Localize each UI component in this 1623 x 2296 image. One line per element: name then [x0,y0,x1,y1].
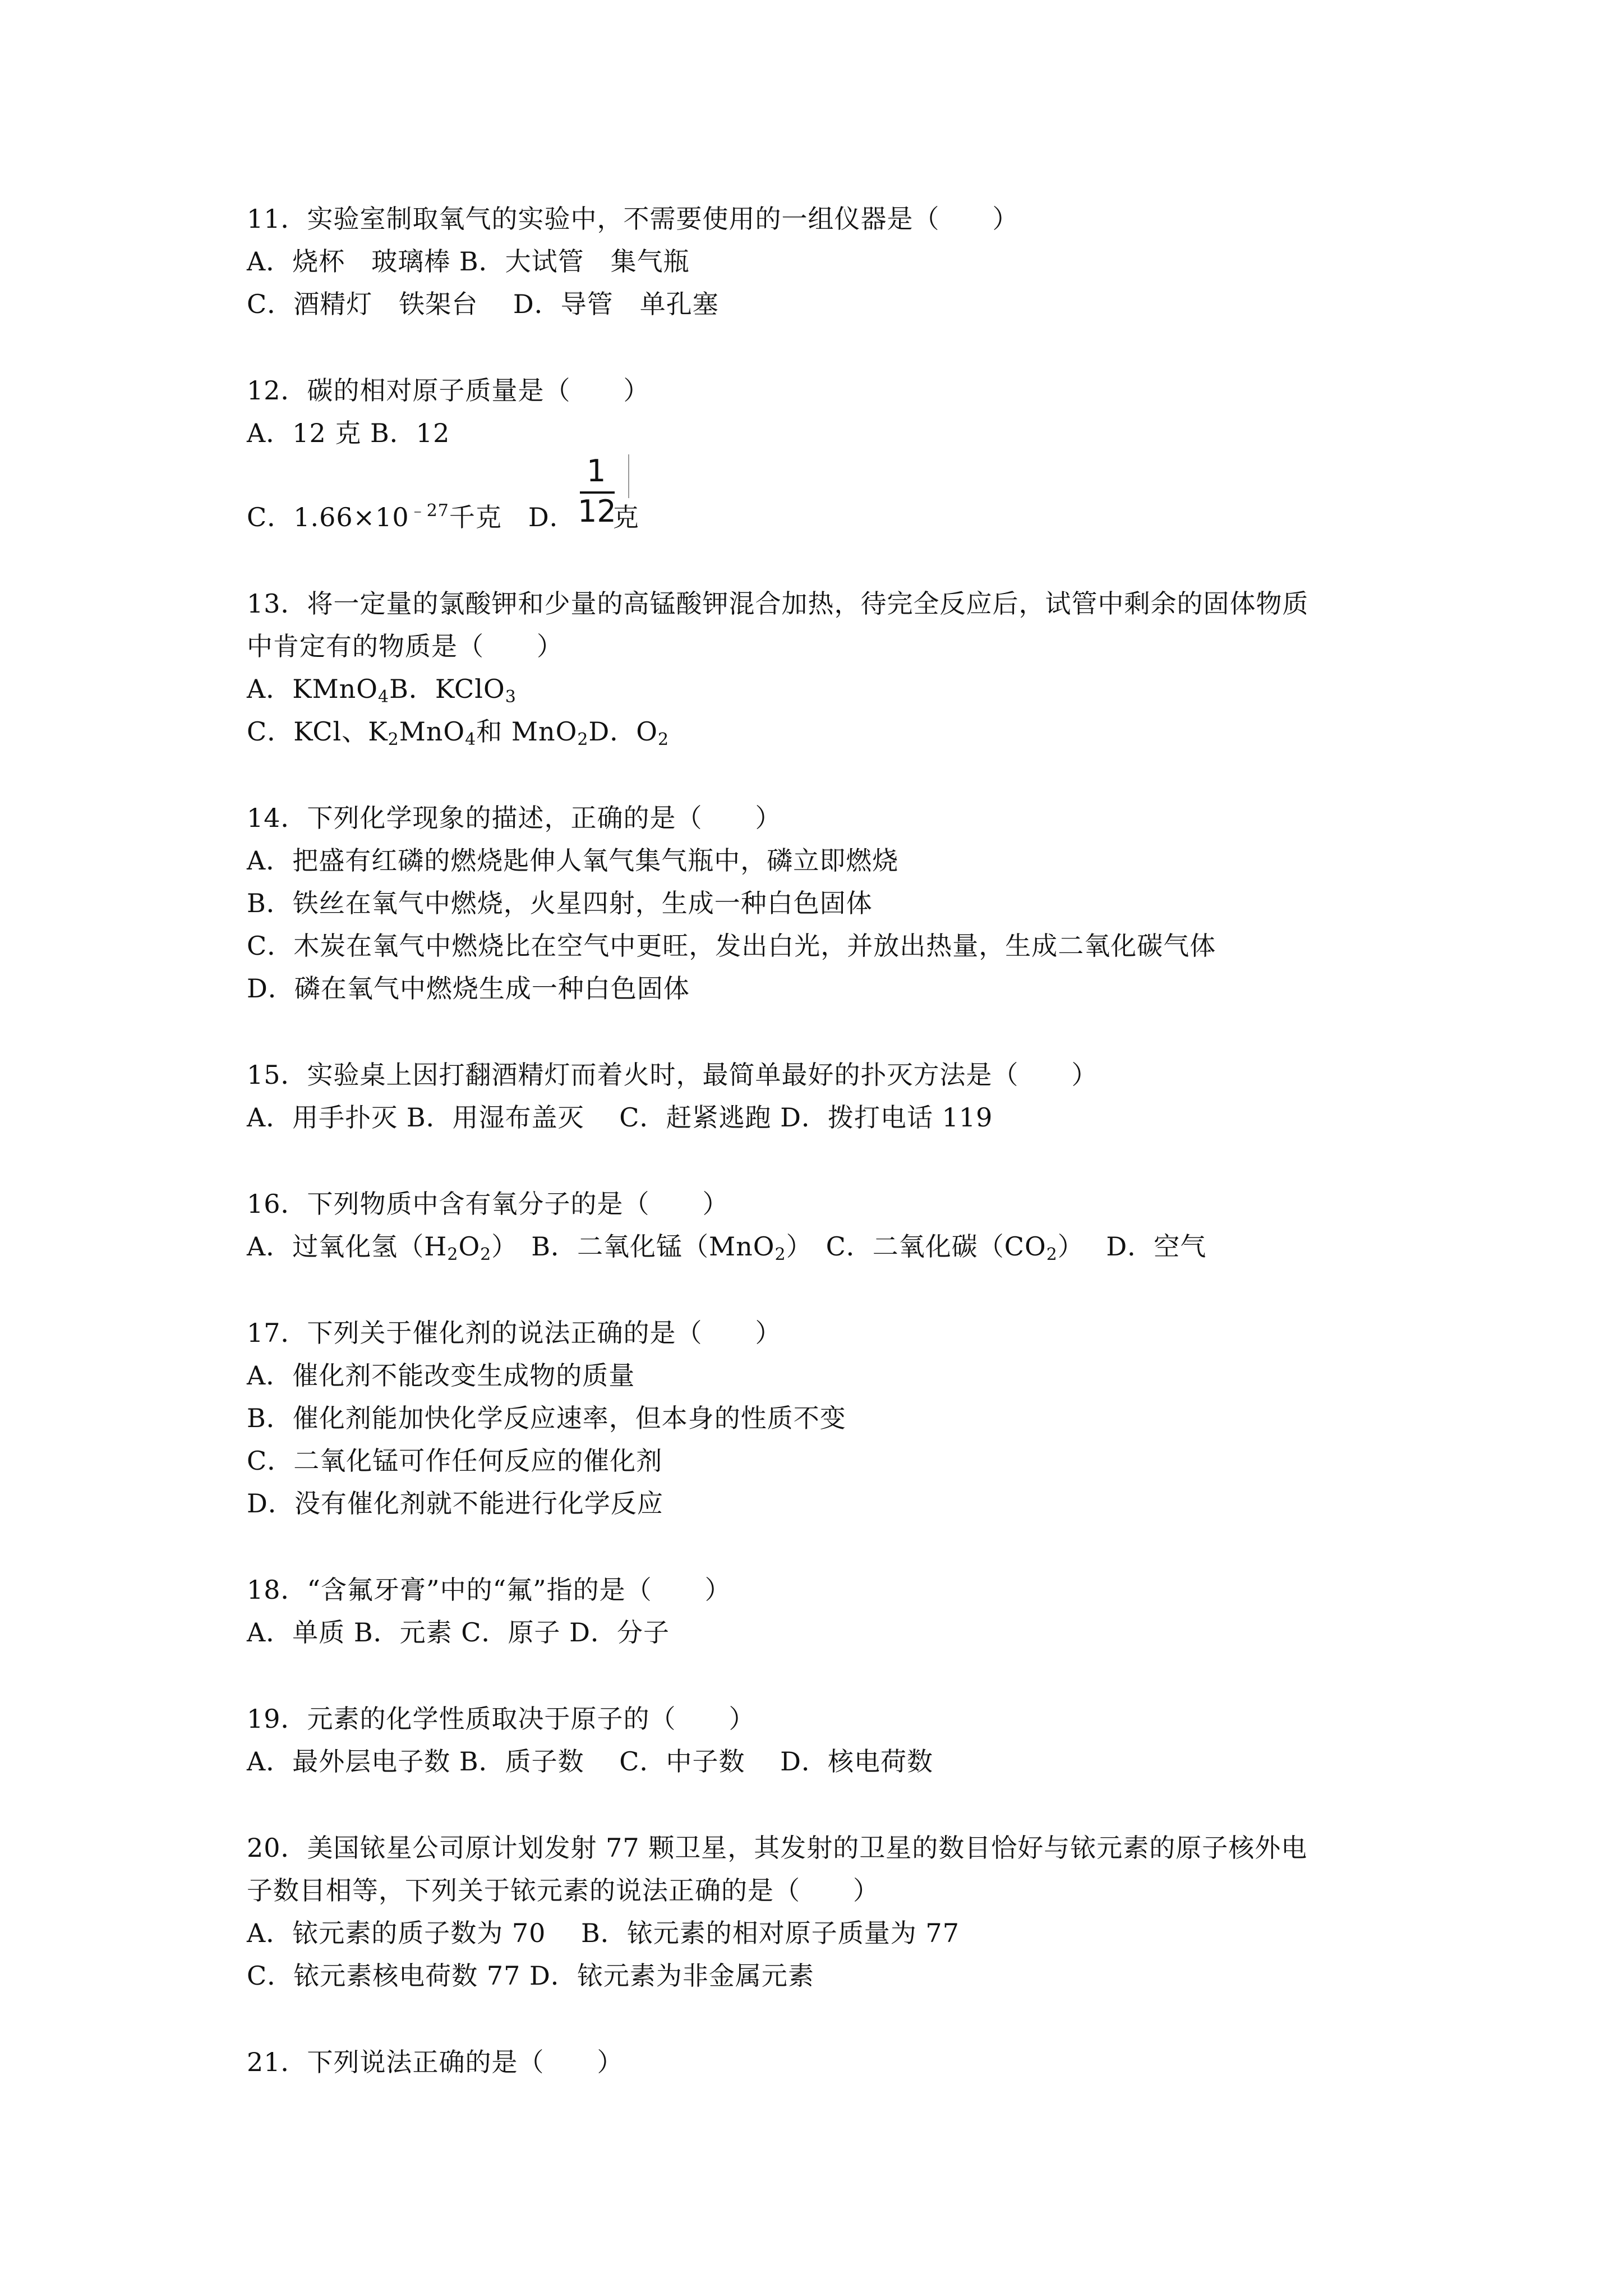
q12-option-c-exponent: ﹣27 [409,501,449,521]
q16-sub4: 2 [1046,1245,1058,1264]
q19-options: A．最外层电子数 B．质子数 C．中子数 D．核电荷数 [247,1746,933,1777]
q13-option-b: B．KClO [389,674,505,704]
q16-sub3: 2 [774,1245,786,1264]
q17-stem: 17．下列关于催化剂的说法正确的是（ ） [247,1318,782,1348]
q17-option-a: A．催化剂不能改变生成物的质量 [247,1360,635,1391]
fraction-denominator: 12 [578,494,616,529]
q13-option-c-sub1: 2 [388,730,399,749]
q17-option-c: C．二氧化锰可作任何反应的催化剂 [247,1446,663,1476]
q17-option-d: D．没有催化剂就不能进行化学反应 [247,1488,663,1519]
q11-options-cd: C．酒精灯 铁架台 D．导管 单孔塞 [247,289,719,319]
q12-option-c-base: C．1.66×10 [247,502,409,532]
q20-stem-line1: 20．美国铱星公司原计划发射 77 颗卫星，其发射的卫星的数目恰好与铱元素的原子核外电 [247,1833,1308,1863]
q16-option-d: ） D．空气 [1057,1231,1207,1262]
q13-stem-line1: 13．将一定量的氯酸钾和少量的高锰酸钾混合加热，待完全反应后，试管中剩余的固体物质 [247,588,1309,619]
q13-option-b-subscript: 3 [505,687,517,707]
q21-stem: 21．下列说法正确的是（ ） [247,2047,624,2077]
q13-option-d: D．O [588,716,658,747]
q16-stem: 16．下列物质中含有氧分子的是（ ） [247,1189,729,1219]
q14-option-d: D．磷在氧气中燃烧生成一种白色固体 [247,973,690,1004]
q14-stem: 14．下列化学现象的描述，正确的是（ ） [247,803,782,833]
q18-options: A．单质 B．元素 C．原子 D．分子 [247,1617,670,1648]
q13-option-a: A．KMnO [247,674,379,704]
q13-option-c-sub3: 2 [577,730,589,749]
q11-stem: 11．实验室制取氧气的实验中，不需要使用的一组仪器是（ ） [247,204,1019,234]
q12-options-ab: A．12 克 B．12 [247,418,450,448]
fraction-numerator: 1 [587,453,606,489]
q12-option-d-unit: 克 [612,502,639,532]
q14-option-a: A．把盛有红磷的燃烧匙伸人氧气集气瓶中，磷立即燃烧 [247,845,899,876]
q16-option-a-part1: A．过氧化氢（H [247,1231,448,1262]
q13-options-ab [247,672,517,706]
q16-option-b: ） B．二氧化锰（MnO [491,1231,775,1262]
q20-options-ab: A．铱元素的质子数为 70 B．铱元素的相对原子质量为 77 [247,1918,960,1948]
q13-option-c-part2: MnO [399,716,465,747]
q12-option-c-unit: 千克 D． [449,502,576,532]
q19-stem: 19．元素的化学性质取决于原子的（ ） [247,1704,755,1734]
q13-option-c-sub2: 4 [465,730,477,749]
q16-option-c: ） C．二氧化碳（CO [786,1231,1046,1262]
q13-option-c-part3: 和 MnO [476,716,578,747]
q13-option-d-subscript: 2 [658,730,670,749]
q14-option-c: C．木炭在氧气中燃烧比在空气中更旺，发出白光，并放出热量，生成二氧化碳气体 [247,931,1216,961]
q13-option-c-part1: C．KCl、K [247,716,388,747]
q15-options: A．用手扑灭 B．用湿布盖灭 C．赶紧逃跑 D．拨打电话 119 [247,1102,993,1133]
q20-options-cd: C．铱元素核电荷数 77 D．铱元素为非金属元素 [247,1961,814,1991]
q13-stem-line2: 中肯定有的物质是（ ） [247,631,563,661]
q18-stem: 18．“含氟牙膏”中的“氟”指的是（ ） [247,1575,731,1605]
q13-option-a-subscript: 4 [378,687,390,707]
q16-sub1: 2 [447,1245,459,1264]
q16-option-a-part2: O [458,1231,481,1262]
q16-sub2: 2 [480,1245,492,1264]
q13-options-cd [247,715,669,748]
q17-option-b: B．催化剂能加快化学反应速率，但本身的性质不变 [247,1403,846,1433]
q12-fraction [578,453,617,529]
q15-stem: 15．实验桌上因打翻酒精灯而着火时，最简单最好的扑灭方法是（ ） [247,1060,1098,1090]
q12-stem: 12．碳的相对原子质量是（ ） [247,375,650,406]
q11-options-ab: A．烧杯 玻璃棒 B．大试管 集气瓶 [247,246,690,277]
q16-options [247,1230,1206,1263]
cursor-line [628,454,629,498]
q20-stem-line2: 子数目相等，下列关于铱元素的说法正确的是（ ） [247,1875,879,1906]
q14-option-b: B．铁丝在氧气中燃烧，火星四射，生成一种白色固体 [247,888,873,918]
